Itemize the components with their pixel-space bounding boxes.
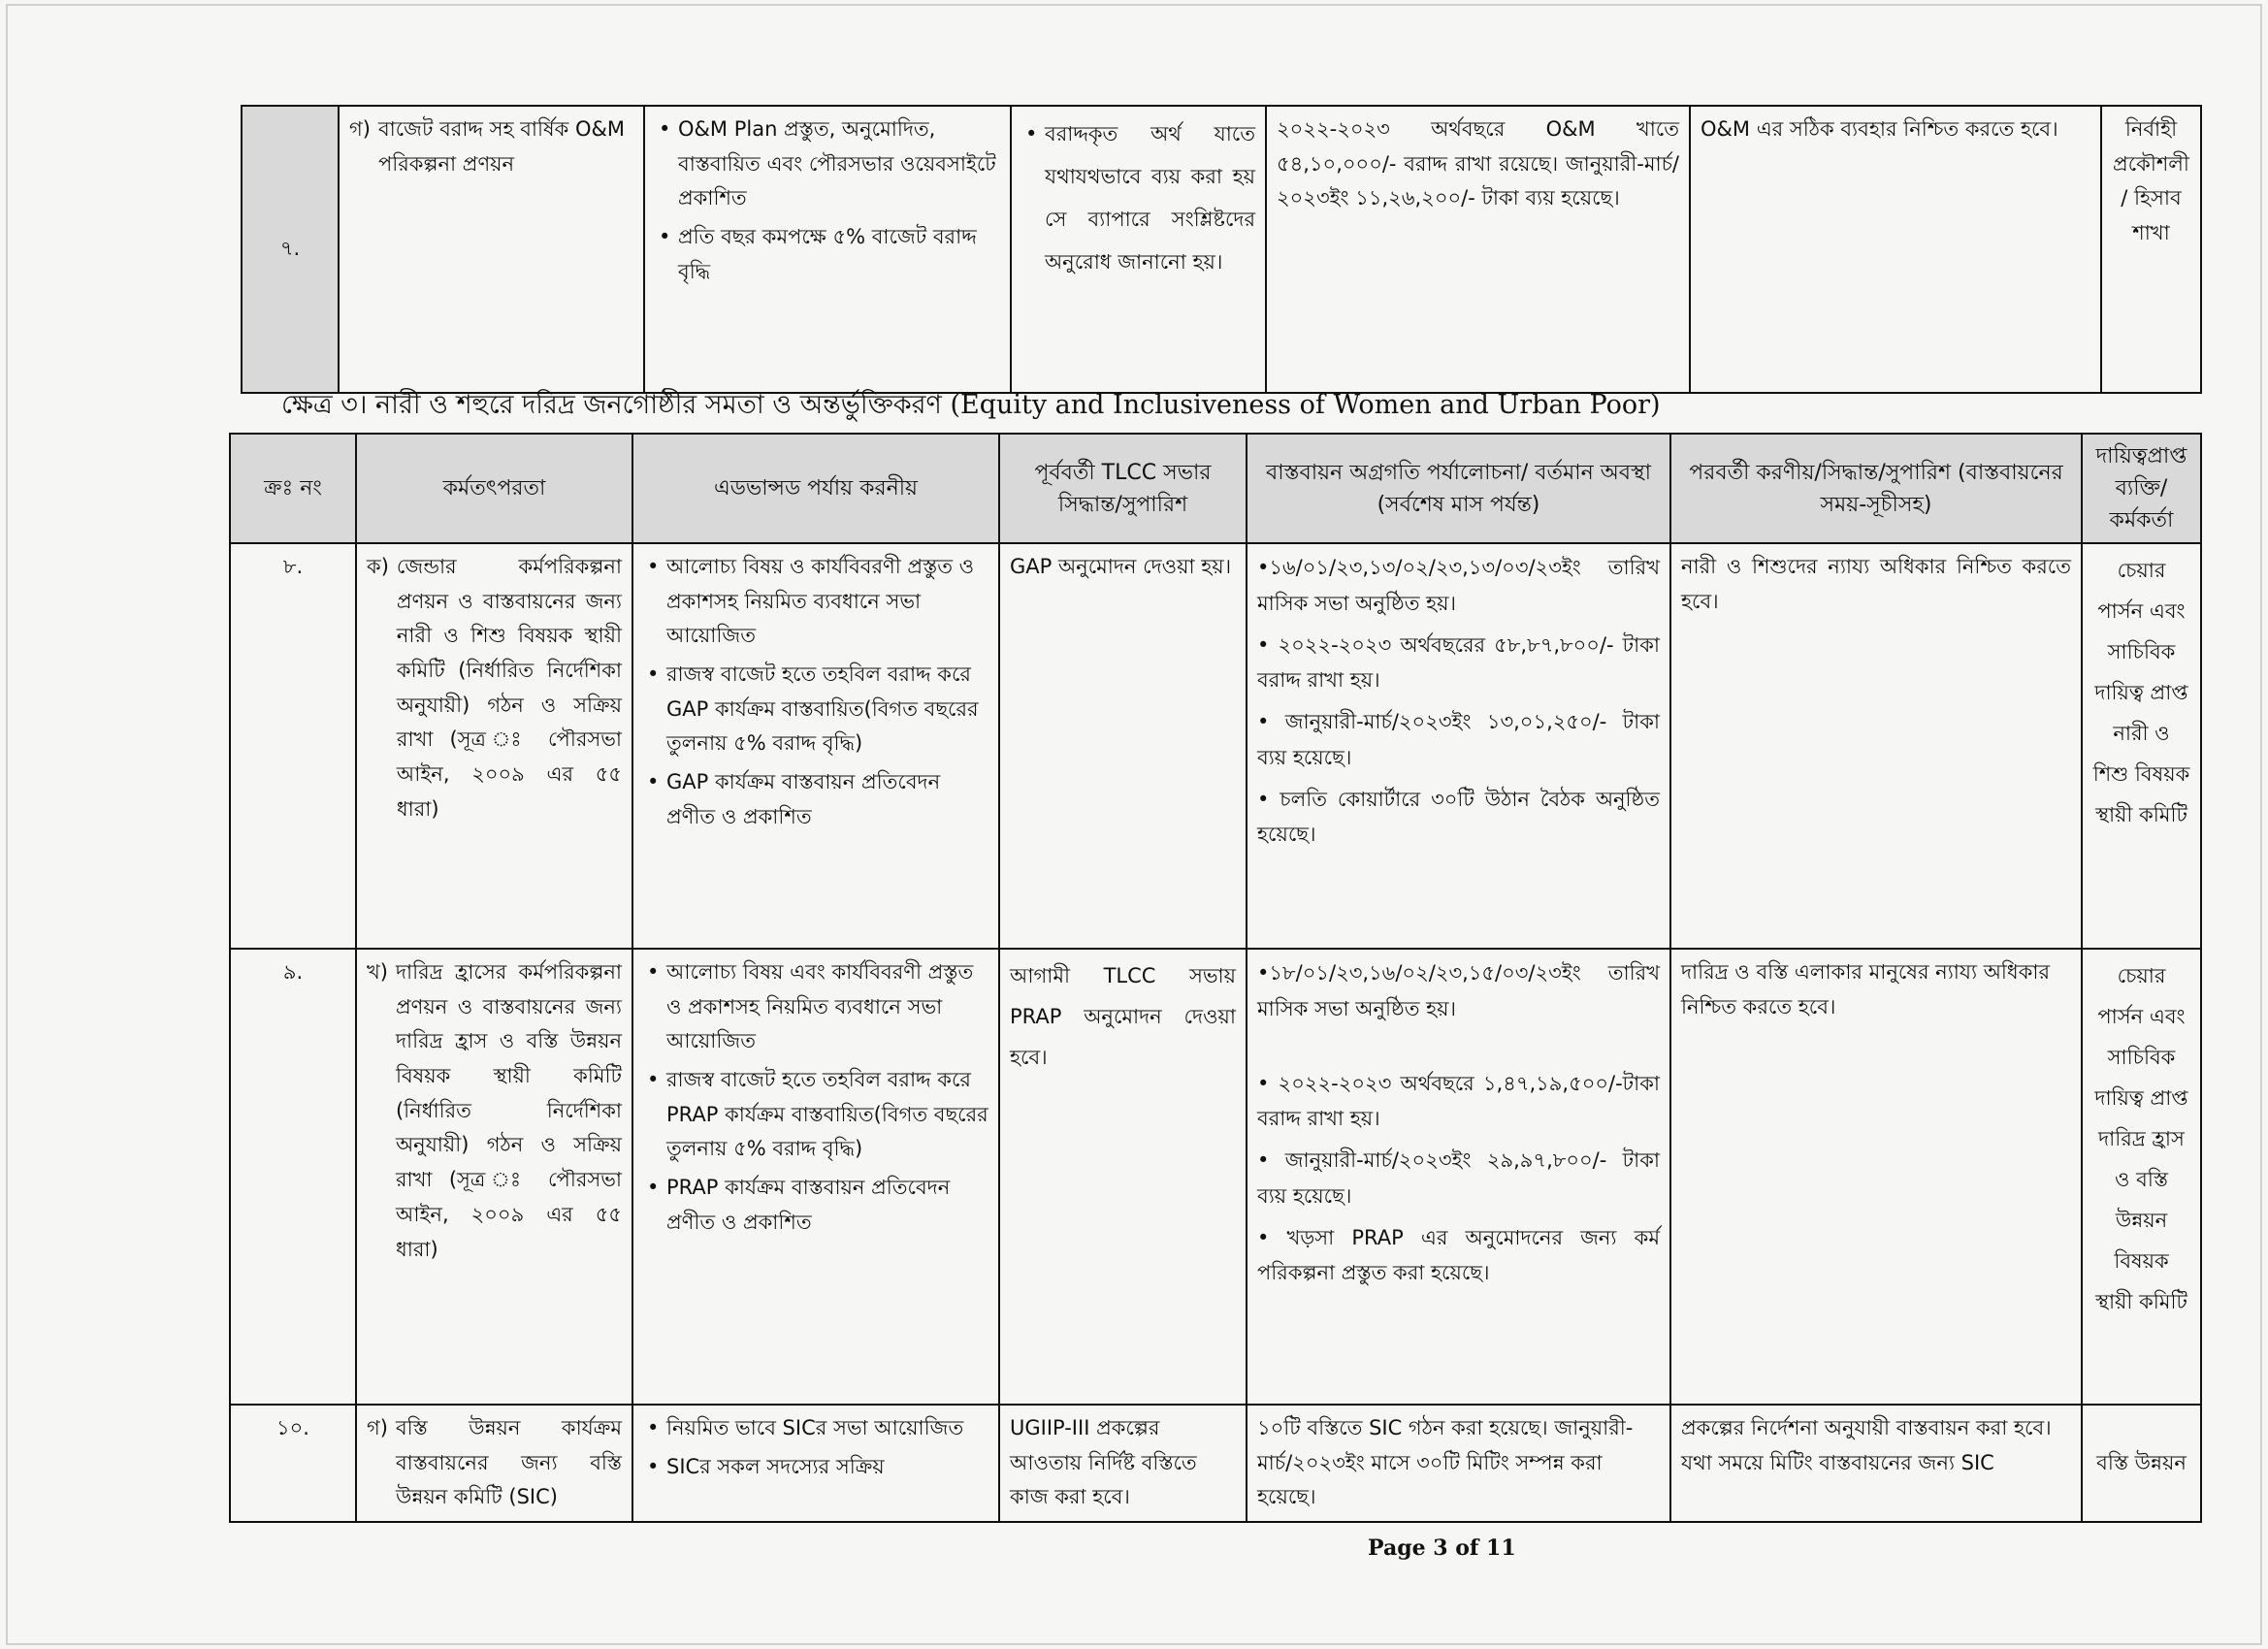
row10-advanced [632, 1405, 999, 1522]
row8-progress-item: • ২০২২-২০২৩ অর্থবছরের ৫৮,৮৭,৮০০/- টাকা বরাদ্দ রাখা হয়। [1257, 632, 1660, 693]
row9-advanced-item: • রাজস্ব বাজেট হতে তহবিল বরাদ্দ করে PRAP কার্যক্রম বাস্তবায়িত(বিগত বছরের তুলনায় ৫% বরাদ্দ বৃদ্ধি) [666, 1063, 988, 1167]
row10-serial: ১০. [230, 1405, 356, 1522]
table-section-2-continued [241, 105, 2202, 394]
row9-previous: আগামী TLCC সভায় PRAP অনুমোদন দেওয়া হবে। [999, 949, 1247, 1405]
row10-activity-label: গ) [367, 1416, 388, 1439]
header-activity: কর্মতৎপরতা [356, 434, 632, 543]
row8-progress-item: • জানুয়ারী-মার্চ/২০২৩ইং ১৩,০১,২৫০/- টাকা ব্যয় হয়েছে। [1257, 710, 1660, 769]
table-row-10 [230, 1405, 2201, 1522]
row8-advanced-item: • রাজস্ব বাজেট হতে তহবিল বরাদ্দ করে GAP কার্যক্রম বাস্তবায়িত(বিগত বছরের তুলনায় ৫% বরাদ্দ বৃদ্ধি) [666, 658, 988, 761]
row7-serial: ৭. [242, 106, 339, 393]
row7-responsible: নির্বাহী প্রকৌশলী/ হিসাব শাখা [2101, 106, 2201, 393]
row8-advanced-item: • আলোচ্য বিষয় ও কার্যবিবরণী প্রস্তুত ও প্রকাশসহ নিয়মিত ব্যবধানে সভা আয়োজিত [666, 550, 988, 654]
row9-progress-item: • জানুয়ারী-মার্চ/২০২৩ইং ২৯,৯৭,৮০০/- টাকা ব্যয় হয়েছে। [1257, 1148, 1660, 1208]
row10-responsible: বস্তি উন্নয়ন [2082, 1405, 2201, 1522]
row9-advanced [632, 949, 999, 1405]
table-row-9 [230, 949, 2201, 1405]
row8-progress-item: • চলতি কোয়ার্টারে ৩০টি উঠান বৈঠক অনুষ্ঠিত হয়েছে। [1257, 787, 1660, 847]
section-3-title: ক্ষেত্র ৩। নারী ও শহুরে দরিদ্র জনগোষ্ঠীর সমতা ও অন্তর্ভুক্তিকরণ (Equity and Inclusiveness of Women and Urban Poor) [281, 390, 1661, 420]
row8-responsible: চেয়ার পার্সন এবং সাচিবিক দায়িত্ব প্রাপ্ত নারী ও শিশু বিষয়ক স্থায়ী কমিটি [2082, 543, 2201, 949]
row9-activity-label: খ) [367, 960, 388, 984]
row8-activity-label: ক) [367, 555, 389, 578]
row9-progress [1247, 949, 1670, 1405]
row7-activity [339, 106, 644, 393]
row7-advanced-item: • O&M Plan প্রস্তুত, অনুমোদিত, বাস্তবায়িত এবং পৌরসভার ওয়েবসাইটে প্রকাশিত [678, 113, 1000, 216]
row8-next: নারী ও শিশুদের ন্যায্য অধিকার নিশ্চিত করতে হবে। [1670, 543, 2082, 949]
row10-advanced-item: • নিয়মিত ভাবে SICর সভা আয়োজিত [666, 1411, 988, 1446]
row10-previous: UGIIP-III প্রকল্পের আওতায় নির্দিষ্ট বস্তিতে কাজ করা হবে। [999, 1405, 1247, 1522]
row9-next: দারিদ্র ও বস্তি এলাকার মানুষের ন্যায্য অধিকার নিশ্চিত করতে হবে। [1670, 949, 2082, 1405]
header-advanced: এডভান্সড পর্যায় করনীয় [632, 434, 999, 543]
row9-activity-text: দারিদ্র হ্রাসের কর্মপরিকল্পনা প্রণয়ন ও বাস্তবায়নের জন্য দারিদ্র হ্রাস ও বস্তি উন্নয়ন বিষয়ক স্থায়ী কমিটি (নির্ধারিত নির্দেশিকা অনুযায়ী) গঠন ও সক্রিয় রাখা (সূত্র ঃ পৌরসভা আইন, ২০০৯ এর ৫৫ ধারা) [395, 960, 622, 1261]
table-row-7 [242, 106, 2201, 393]
row7-activity-label: গ) [349, 117, 371, 141]
page-number: Page 3 of 11 [1368, 1536, 1516, 1561]
header-responsible: দায়িত্বপ্রাপ্ত ব্যক্তি/কর্মকর্তা [2082, 434, 2201, 543]
table-section-3 [229, 433, 2202, 1523]
row8-previous: GAP অনুমোদন দেওয়া হয়। [999, 543, 1247, 949]
row7-next: O&M এর সঠিক ব্যবহার নিশ্চিত করতে হবে। [1690, 106, 2101, 393]
row9-progress-item: •১৮/০১/২৩,১৬/০২/২৩,১৫/০৩/২৩ইং তারিখ মাসিক সভা অনুষ্ঠিত হয়। [1257, 961, 1660, 1020]
row7-previous [1011, 106, 1266, 393]
row10-activity [356, 1405, 632, 1522]
row8-activity [356, 543, 632, 949]
row9-advanced-item: • আলোচ্য বিষয় এবং কার্যবিবরণী প্রস্তুত ও প্রকাশসহ নিয়মিত ব্যবধানে সভা আয়োজিত [666, 955, 988, 1059]
row10-progress: ১০টি বস্তিতে SIC গঠন করা হয়েছে। জানুয়ারী-মার্চ/২০২৩ইং মাসে ৩০টি মিটিং সম্পন্ন করা হয়েছে। [1247, 1405, 1670, 1522]
header-next: পরবর্তী করণীয়/সিদ্ধান্ত/সুপারিশ (বাস্তবায়নের সময়-সূচীসহ) [1670, 434, 2082, 543]
row8-serial: ৮. [230, 543, 356, 949]
row8-advanced-item: • GAP কার্যক্রম বাস্তবায়ন প্রতিবেদন প্রণীত ও প্রকাশিত [666, 765, 988, 834]
row8-advanced [632, 543, 999, 949]
row9-progress-item: • খড়সা PRAP এর অনুমোদনের জন্য কর্ম পরিকল্পনা প্রস্তুত করা হয়েছে। [1257, 1225, 1660, 1285]
row8-progress-item: •১৬/০১/২৩,১৩/০২/২৩,১৩/০৩/২৩ইং তারিখ মাসিক সভা অনুষ্ঠিত হয়। [1257, 556, 1660, 615]
row7-advanced [644, 106, 1011, 393]
row7-previous-item: • বরাদ্দকৃত অর্থ যাতে যথাযথভাবে ব্যয় করা হয় সে ব্যাপারে সংশ্লিষ্টদের অনুরোধ জানানো হয়। [1045, 113, 1255, 283]
row10-next: প্রকল্পের নির্দেশনা অনুযায়ী বাস্তবায়ন করা হবে। যথা সময়ে মিটিং বাস্তবায়নের জন্য SIC [1670, 1405, 2082, 1522]
row9-responsible: চেয়ার পার্সন এবং সাচিবিক দায়িত্ব প্রাপ্ত দারিদ্র হ্রাস ও বস্তি উন্নয়ন বিষয়ক স্থায়ী কমিটি [2082, 949, 2201, 1405]
row10-advanced-item: • SICর সকল সদস্যের সক্রিয় [666, 1450, 988, 1485]
row10-activity-text: বস্তি উন্নয়ন কার্যক্রম বাস্তবায়নের জন্য বস্তি উন্নয়ন কমিটি (SIC) [395, 1416, 622, 1509]
row9-activity [356, 949, 632, 1405]
row7-advanced-item: • প্রতি বছর কমপক্ষে ৫% বাজেট বরাদ্দ বৃদ্ধি [678, 220, 1000, 289]
row7-progress: ২০২২-২০২৩ অর্থবছরে O&M খাতে ৫৪,১০,০০০/- বরাদ্দ রাখা রয়েছে। জানুয়ারী-মার্চ/২০২৩ইং ১১,২৬,২০০/- টাকা ব্যয় হয়েছে। [1266, 106, 1690, 393]
row9-progress-item: • ২০২২-২০২৩ অর্থবছরে ১,৪৭,১৯,৫০০/-টাকা বরাদ্দ রাখা হয়। [1257, 1071, 1660, 1131]
header-row [230, 434, 2201, 543]
header-previous: পূর্ববর্তী TLCC সভার সিদ্ধান্ত/সুপারিশ [999, 434, 1247, 543]
row9-advanced-item: • PRAP কার্যক্রম বাস্তবায়ন প্রতিবেদন প্রণীত ও প্রকাশিত [666, 1171, 988, 1240]
row9-serial: ৯. [230, 949, 356, 1405]
row7-activity-text: বাজেট বরাদ্দ সহ বার্ষিক O&M পরিকল্পনা প্রণয়ন [377, 117, 625, 176]
table-row-8 [230, 543, 2201, 949]
header-serial: ক্রঃ নং [230, 434, 356, 543]
row8-progress [1247, 543, 1670, 949]
header-progress: বাস্তবায়ন অগ্রগতি পর্যালোচনা/ বর্তমান অবস্থা (সর্বশেষ মাস পর্যন্ত) [1247, 434, 1670, 543]
row8-activity-text: জেন্ডার কর্মপরিকল্পনা প্রণয়ন ও বাস্তবায়নের জন্য নারী ও শিশু বিষয়ক স্থায়ী কমিটি (নির্ধারিত নির্দেশিকা অনুযায়ী) গঠন ও সক্রিয় রাখা (সূত্র ঃ পৌরসভা আইন, ২০০৯ এর ৫৫ ধারা) [396, 555, 622, 821]
